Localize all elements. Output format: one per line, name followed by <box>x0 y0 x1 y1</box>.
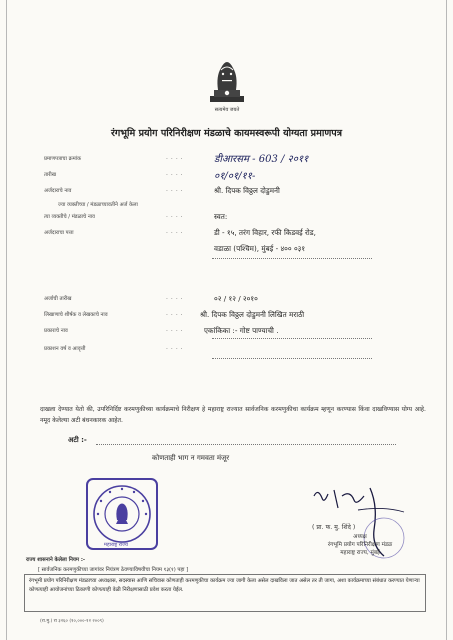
field-underline <box>212 338 372 339</box>
signatory-title-line: रंगभूमि प्रयोग परिनिरीक्षण मंडळ <box>327 542 393 548</box>
leader-dots: .... <box>166 294 186 301</box>
field-row-on-behalf <box>0 200 453 212</box>
field-label: अर्जदाराचे नाव <box>44 188 72 194</box>
notes-rule: [ सार्वजनिक करमणुकीच्या जागांवर नियंत्रण ठेवण्याविषयीचा नियम १३(१) पहा ] <box>38 566 189 573</box>
certificate-date: ०१/०१/११- <box>214 171 256 182</box>
leader-dots: .... <box>166 170 186 177</box>
field-label: ज्या व्यक्तीच्या / मंडळाच्यावतीने अर्ज केला <box>58 202 138 208</box>
field-row-address <box>0 228 453 240</box>
field-underline <box>212 258 372 259</box>
conditions-label: अटी :- <box>68 436 87 444</box>
notes-section <box>26 556 436 575</box>
address-line-2: वडाळा (पश्चिम), मुंबई - ४०० ०३१ <box>214 244 306 253</box>
notes-heading: राज्य शासनाने केलेला नियम :- <box>26 557 86 563</box>
field-row-genre <box>0 326 453 338</box>
certification-paragraph: दाखला देण्यात येतो की, उपरिनिर्दिष्ट करमणुकीच्या कार्यक्रमाचे निरीक्षण हे महाराष्ट्र राज्यात सार्वजनिक करमणुकीचा कार्यक्रम म्हणून करण्यास किंवा दाखविण्यास योग्य आहे. नमूद केलेल्या अटी बंधनकारक आहेत. <box>40 406 426 424</box>
certificate-number: डीआरसम - 603 / २०११ <box>214 154 309 165</box>
leader-dots: .... <box>166 228 186 235</box>
field-underline <box>212 358 372 359</box>
field-label: लिखाणाचे शीर्षक व लेखकाचे नाव <box>44 312 108 318</box>
applicant-name: श्री. दिपक विठ्ठल दोडुमनी <box>214 186 280 195</box>
field-label: प्रमाणपत्राचा क्रमांक <box>44 156 82 162</box>
field-row-address-2 <box>0 244 453 256</box>
field-row-script-title <box>0 310 453 322</box>
field-row-application-date <box>0 294 453 306</box>
signatory-name: ( प्रा. फ. मु. शिंदे ) <box>312 524 356 531</box>
leader-dots: .... <box>166 326 186 333</box>
leader-dots: .... <box>166 344 186 351</box>
field-label: अर्जदाराचा पत्ता <box>44 230 74 236</box>
leader-dots: .... <box>166 212 186 219</box>
field-row-organisation <box>0 212 453 224</box>
organisation-name: स्वत: <box>214 212 228 221</box>
field-row-date <box>0 170 453 182</box>
application-date: ०२ / १२ / २०१० <box>214 294 258 303</box>
field-row-applicant-name <box>0 186 453 198</box>
field-label: प्रकाराचे नाव <box>44 328 68 334</box>
board-seal-stamp <box>84 476 160 552</box>
conditions-value: कोणताही भाग न गमवता मंजूर <box>152 454 230 462</box>
field-row-publication <box>0 344 453 356</box>
field-label: प्रकाशन वर्ष व आवृत्ती <box>44 346 86 352</box>
emblem-caption: सत्यमेव जयते <box>214 107 240 113</box>
leader-dots: .... <box>166 186 186 193</box>
field-label: त्या व्यक्तीचे / मंडळाचे नाव <box>44 214 95 220</box>
script-title-author: श्री. दिपक विठ्ठल दोडुमनी लिखित मराठी <box>200 310 305 319</box>
field-label: अर्जाची तारीख <box>44 296 72 302</box>
notes-box <box>24 574 426 612</box>
field-row-certificate-number <box>0 154 453 166</box>
seal-text: महाराष्ट्र राज्य <box>104 542 128 548</box>
conditions-underline <box>96 444 396 445</box>
field-label: तारीख <box>44 172 57 178</box>
print-footer: (रा.मु.) रा ३२६० (१०,०००-१२ २००९) <box>40 619 104 624</box>
address-line-1: डी - १५, तरंग विहार, रफी किडवई रोड, <box>214 228 316 237</box>
signatory-title-line: अध्यक्ष <box>353 534 367 540</box>
national-emblem-icon <box>204 52 250 108</box>
leader-dots: .... <box>166 154 186 161</box>
notes-box-text: रंगभूमी प्रयोग परिनिरीक्षण मंडळाच्या अध्यक्षास, सदस्यास आणि सचिवास कोणताही करमणुकीचा कार्यक्रम ज्या जागी केला असेल दाखविला जात असेल तर ती जागा, अशा कार्यक्रमाच्या संबंधात करण्यात येणाऱ्या कोणत्याही आयोजनांच्या ठिकाणी कोणत्याही वेळी निरीक्षणासाठी प्रवेश करता येईल. <box>29 578 420 593</box>
certificate-title: रंगभूमि प्रयोग परिनिरीक्षण मंडळाचे कायमस्वरूपी योग्यता प्रमाणपत्र <box>110 128 343 139</box>
leader-dots: .... <box>166 310 186 317</box>
genre-name: एकांकिका :- गोष्ट पाण्याची . <box>204 326 279 335</box>
signatory-title-line: महाराष्ट्र राज्य, मुंबई <box>340 550 380 556</box>
